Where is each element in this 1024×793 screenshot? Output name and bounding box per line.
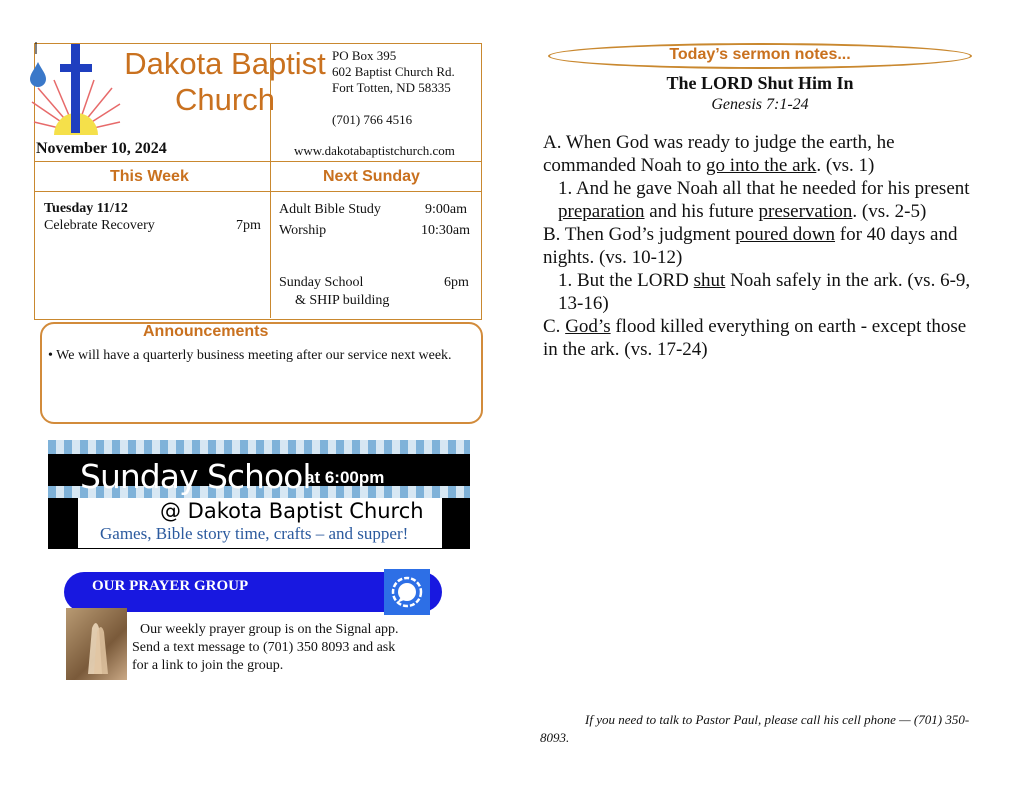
church-name-line1: Dakota Baptist bbox=[124, 46, 326, 81]
outline-point-b1: 1. But the LORD shut Noah safely in the ark. (vs. 6-9, 13-16) bbox=[558, 270, 971, 314]
sermon-title: The LORD Shut Him In bbox=[666, 73, 854, 93]
schedule-item-subline: & SHIP building bbox=[295, 293, 390, 308]
banner-stripes bbox=[48, 440, 470, 454]
divider bbox=[270, 161, 271, 318]
this-week-time: 7pm bbox=[236, 218, 261, 233]
church-logo-icon bbox=[24, 42, 124, 137]
praying-hands-icon bbox=[66, 608, 127, 680]
bullet-icon: • bbox=[48, 348, 53, 363]
announcement-text: We will have a quarterly business meeting after our service next week. bbox=[56, 348, 452, 363]
divider bbox=[34, 191, 481, 192]
announcement-item bbox=[48, 347, 468, 365]
church-phone: (701) 766 4516 bbox=[332, 112, 413, 127]
outline-point-a1: 1. And he gave Noah all that he needed for his present preparation and his future preservation. (vs. 2-5) bbox=[558, 178, 970, 222]
prayer-group-title: OUR PRAYER GROUP bbox=[92, 578, 249, 594]
bulletin-date: November 10, 2024 bbox=[36, 140, 167, 157]
schedule-item-name: Sunday School bbox=[279, 275, 364, 290]
outline-point-c: C. God’s flood killed everything on earth - except those in the ark. (vs. 17-24) bbox=[543, 316, 967, 360]
church-name-line2: Church bbox=[175, 82, 275, 117]
prayer-group-line: Send a text message to (701) 350 8093 and ask bbox=[132, 640, 396, 655]
signal-app-icon bbox=[384, 569, 430, 615]
this-week-event: Celebrate Recovery bbox=[44, 218, 155, 233]
banner-location: @ Dakota Baptist Church bbox=[160, 499, 424, 523]
this-week-heading: This Week bbox=[110, 168, 189, 185]
schedule-item-time: 9:00am bbox=[425, 202, 467, 217]
address-line2: 602 Baptist Church Rd. bbox=[332, 64, 455, 79]
schedule-item-time: 10:30am bbox=[421, 223, 470, 238]
address-line1: PO Box 395 bbox=[332, 48, 397, 63]
schedule-item-time: 6pm bbox=[444, 275, 469, 290]
sermon-outline bbox=[543, 131, 983, 361]
outline-point-a: A. When God was ready to judge the earth, he commanded Noah to go into the ark. (vs. 1) bbox=[543, 132, 895, 176]
announcements-title: Announcements bbox=[143, 323, 269, 340]
prayer-group-text bbox=[132, 621, 452, 675]
banner-subtitle: Games, Bible story time, crafts – and supper! bbox=[100, 524, 409, 543]
schedule-item-name: Worship bbox=[279, 223, 327, 238]
banner-title: Sunday School bbox=[80, 457, 311, 496]
sermon-notes-header: Today’s sermon notes... bbox=[669, 46, 851, 63]
schedule-item-name: Adult Bible Study bbox=[279, 202, 381, 217]
this-week-day: Tuesday 11/12 bbox=[44, 201, 128, 216]
divider bbox=[34, 161, 481, 162]
banner-time: at 6:00pm bbox=[305, 468, 385, 487]
prayer-group-line: Our weekly prayer group is on the Signal app. bbox=[140, 622, 399, 637]
address-line3: Fort Totten, ND 58335 bbox=[332, 80, 451, 95]
outline-point-b: B. Then God’s judgment poured down for 40 days and nights. (vs. 10-12) bbox=[543, 224, 958, 268]
pastor-contact-note: If you need to talk to Pastor Paul, please call his cell phone — (701) 350-8093. bbox=[540, 712, 970, 745]
church-name bbox=[120, 46, 330, 118]
sermon-reference: Genesis 7:1-24 bbox=[711, 96, 809, 113]
website-link[interactable]: www.dakotabaptistchurch.com bbox=[294, 143, 455, 158]
next-sunday-heading: Next Sunday bbox=[323, 168, 420, 185]
prayer-group-line: for a link to join the group. bbox=[132, 658, 284, 673]
